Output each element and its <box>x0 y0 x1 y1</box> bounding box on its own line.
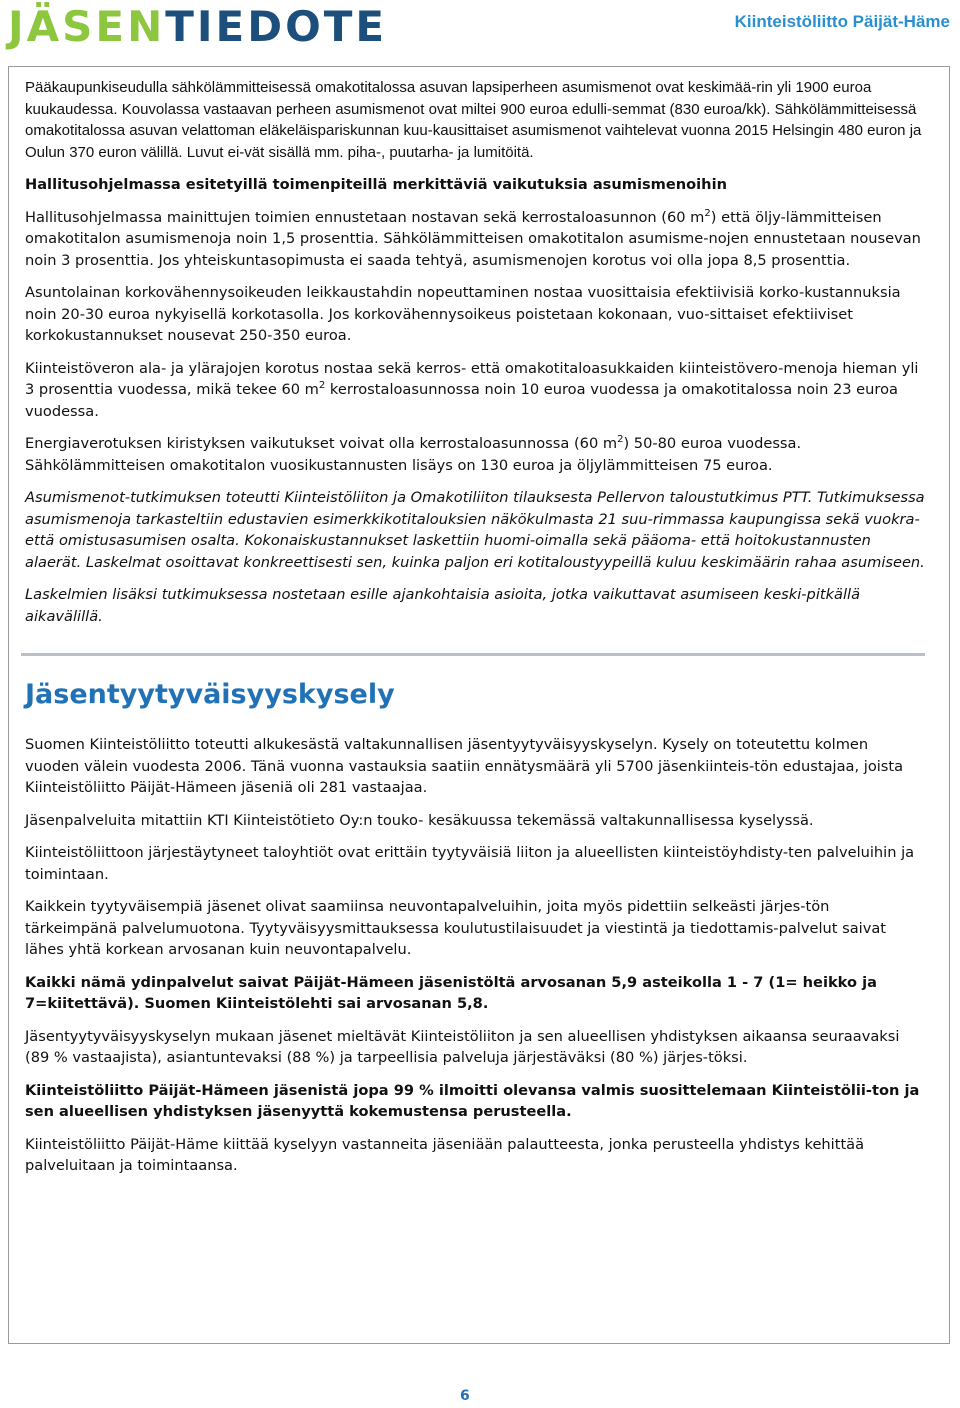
survey-paragraph-7: Kiinteistöliitto Päijät-Hämeen jäsenistä jopa 99 % ilmoitti olevansa valmis suosittelemaan Kiinteistölii-ton ja sen alueellisen yhdistyksen jäsenyyttä kokemustensa perusteella. <box>25 1081 920 1120</box>
superscript: 2 <box>318 380 326 392</box>
survey-paragraph-8: Kiinteistöliitto Päijät-Häme kiittää kyselyyn vastanneita jäseniään palautteesta, jonka perusteella yhdistys kehittää palveluitaan ja toimintaansa. <box>25 1135 865 1174</box>
logo-part-jasen: JÄSEN <box>8 2 166 51</box>
paragraph-intro <box>25 77 925 163</box>
text-span: ) että öljy-lämmitteisen omakotitalon asumismenoja noin 1,5 prosenttia. Sähkölämmitteisen omakotitalon asumisme-nojen ennustetaan nousevan noin 3 prosenttia. Jos yhteiskuntasopimusta ei saada tehtyä, asumismenojen korotus voi olla jopa 8,5 prosenttia. <box>25 208 921 269</box>
survey-paragraph-6: Jäsentyytyväisyyskyselyn mukaan jäsenet mieltävät Kiinteistöliiton ja sen alueellisen yhdistyksen aikaansa seuraavaksi (89 % vastaajista), asiantuntevaksi (88 %) ja tarpeellisia palveluja järjestäväksi (80 %) järjes-töksi. <box>25 1027 900 1066</box>
text-span: kerrostaloasunnossa noin 10 euroa vuodessa ja omakotitalossa noin 23 euroa vuodessa. <box>25 381 898 420</box>
superscript: 2 <box>704 207 711 219</box>
survey-paragraph-4: Kaikkein tyytyväisempiä jäsenet olivat saamiinsa neuvontapalveluihin, joita myös pidettiin selkeästi järjes-tön tärkeimpänä palvelumuotona. Tyytyväisyysmittauksessa koulutustilaisuudet ja viestintä ja tiedottamis-palvelut saivat lähes yhtä korkean arvosanan kuin neuvontapalvelu. <box>25 898 887 958</box>
text-span: Energiaverotuksen kiristyksen vaikutukset voivat olla kerrostaloasunnossa (60 m <box>25 435 618 452</box>
page-content <box>25 77 925 1188</box>
paragraph-energiavero <box>25 433 925 476</box>
superscript: 2 <box>617 434 624 446</box>
text-span: Hallitusohjelmassa mainittujen toimien ennustetaan nostavan sekä kerrostaloasunnon (60 m <box>25 208 705 226</box>
paragraph-tutkimus: Asumismenot-tutkimuksen toteutti Kiinteistöliiton ja Omakotiliiton tilauksesta Pellervon taloustutkimus PTT. Tutkimuksessa asumismenoja tarkasteltiin edustavien esimerkkikotitalouksien näkökulmasta 21 suu-rimmassa kaupungissa sekä vuokra- että omistusasumisen osalta. Kokonaiskustannukset laskettiin huomi-oimalla sekä pääoma- että hoitokustannusten alaerät. Laskelmat osoittavat konkreettisesti sen, kuinka paljon eri kotitaloustyypeillä kuluu keskimäärin rahaa asumiseen. <box>25 489 925 571</box>
page-header <box>0 0 960 60</box>
section-heading-hallitusohjelma: Hallitusohjelmassa esitetyillä toimenpiteillä merkittäviä vaikutuksia asumismenoihin <box>25 176 727 193</box>
survey-paragraph-1: Suomen Kiinteistöliitto toteutti alkukesästä valtakunnallisen jäsentyytyväisyyskyselyn. Kysely on toteutettu kolmen vuoden välein vuodesta 2006. Tänä vuonna vastauksia saatiin ennätysmäärä yli 5700 jäsenkiinteis-tön edustajaa, joista Kiinteistöliitto Päijät-Hämeen jäseniä oli 281 vastaajaa. <box>25 736 904 796</box>
logo-part-tiedote: TIEDOTE <box>165 2 388 51</box>
survey-paragraph-3: Kiinteistöliittoon järjestäytyneet taloyhtiöt ovat erittäin tyytyväisiä liiton ja alueellisten kiinteistöyhdisty-ten palveluihin ja toimintaan. <box>25 844 915 883</box>
text-span: ) 50-80 euroa vuodessa. Sähkölämmitteisen omakotitalon vuosikustannusten lisäys on 130 euroa ja öljylämmitteisen 75 euroa. <box>25 435 802 474</box>
section-title-survey: Jäsentyytyväisyyskysely <box>25 679 395 710</box>
page-number: 6 <box>460 1388 470 1404</box>
intro-text: Pääkaupunkiseudulla sähkölämmitteisessä omakotitalossa asuvan lapsiperheen asumismenot ovat keskimää-rin yli 1900 euroa kuukaudessa. Kouvolassa vastaavan perheen asumismenot ovat miltei 900 euroa edulli-semmat (830 euroa/kk). <box>25 79 872 118</box>
organization-name: Kiinteistöliitto Päijät-Häme <box>734 12 950 31</box>
text-span: Kiinteistöveron ala- ja ylärajojen korotus nostaa sekä kerros- että omakotitaloasukkaiden kiinteistövero-menoja hieman yli 3 prosenttia vuodessa, mikä tekee 60 m <box>25 359 919 398</box>
section-divider <box>21 653 925 656</box>
survey-paragraph-2: Jäsenpalveluita mitattiin KTI Kiinteistötieto Oy:n touko- kesäkuussa tekemässä valtakunnallisessa kyselyssä. <box>25 811 814 829</box>
survey-paragraph-5: Kaikki nämä ydinpalvelut saivat Päijät-Hämeen jäsenistöltä arvosanan 5,9 asteikolla 1 - 7 (1= heikko ja 7=kiitettävä). Suomen Kiinteistölehti sai arvosanan 5,8. <box>25 973 877 1012</box>
jasentiedote-logo <box>8 2 387 52</box>
paragraph-hallitusohjelma <box>25 207 925 272</box>
intro-text-continued: Sähkölämmitteisessä omakotitalossa asuvan velattoman eläkeläispariskunnan kuu-kausittaiset asumismenot vaihtelevat vuonna 2015 Helsingin 480 euron ja Oulun 370 euron välillä. Luvut ei-vät sisällä mm. piha-, puutarha- ja lumitöitä. <box>25 100 922 161</box>
paragraph-laskelmat: Laskelmien lisäksi tutkimuksessa nostetaan esille ajankohtaisia asioita, jotka vaikuttavat asumiseen keski-pitkällä aikavälillä. <box>25 586 861 625</box>
paragraph-asuntolaina: Asuntolainan korkovähennysoikeuden leikkaustahdin nopeuttaminen nostaa vuosittaisia efektiivisiä korko-kustannuksia noin 20-30 euroa nykyisellä korkotasolla. Jos korkovähennysoikeus poistetaan kokonaan, vuo-sittaiset efektiiviset korkokustannukset nousevat 250-350 euroa. <box>25 284 901 344</box>
paragraph-kiinteistovero <box>25 358 925 423</box>
